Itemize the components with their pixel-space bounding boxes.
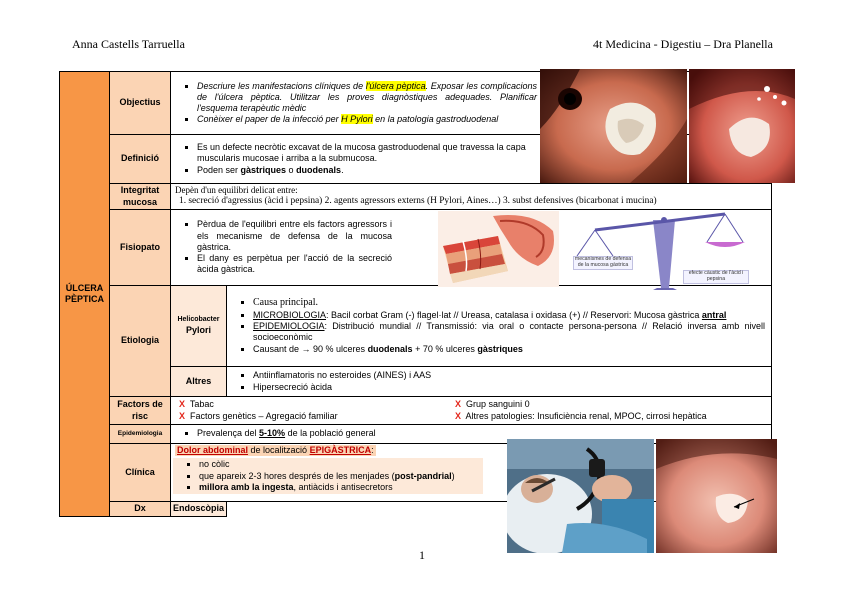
definicio-item-2: ▪ Poden ser gàstriques o duodenals. (197, 165, 542, 176)
label-dx: Dx (110, 502, 171, 517)
endoscopy-procedure-photo (507, 439, 654, 553)
label-integritat: Integritat mucosa (110, 184, 171, 210)
clinica-title: Dolor abdominal de localització EPIGÀSTRICA: (177, 445, 374, 455)
definicio-item-1: ▪ Es un defecte necròtic excavat de la mucosa gastroduodenal que travessa la capa muscularis mucosae i arriba a la submucosa. (197, 142, 542, 165)
stomach-wall-illustration (438, 211, 559, 287)
label-altres: Altres (171, 367, 227, 397)
label-definicio: Definició (110, 135, 171, 184)
scale-label-left: mecanismes de defensa de la mucosa gàstrica (574, 256, 632, 268)
scale-label-right: efecte càustic de l'àcid i pepsina (683, 270, 749, 284)
endoscopy-ulcer-image-3 (656, 439, 777, 553)
label-factors: Factors de risc (110, 397, 171, 425)
clinica-item-2: ▪ que apareix 2-3 hores després de les menjades (post-pandrial) (199, 471, 483, 482)
hp-item-causa: ▪ Causant de → 90 % ulceres duodenals + 70 % ulceres gàstriques (253, 344, 765, 355)
factor-genetics: X Factors genètics – Agregació familiar (179, 410, 338, 421)
content-altres (227, 367, 772, 397)
row-integritat (60, 184, 772, 210)
row-etiologia-hp (60, 286, 772, 367)
label-etiologia: Etiologia (110, 286, 171, 397)
endoscopy-ulcer-image-1 (540, 69, 687, 183)
content-hpylori (227, 286, 772, 367)
hp-item-micro: ▪ MICROBIOLOGIA: Bacil corbat Gram (-) flagel·lat // Ureasa, catalasa i oxidasa (+) // Reservori: Mucosa gàstrica antral (253, 310, 765, 321)
header-author: Anna Castells Tarruella (72, 37, 185, 51)
altres-item-1: ▪ Antiinflamatoris no esteroides (AINES) i AAS (253, 370, 771, 381)
label-clinica: Clínica (110, 444, 171, 502)
fisiopato-item-1: ▪ Pèrdua de l'equilibri entre els factors agressors i els mecanisme de defensa de la mucosa gàstrica. (197, 219, 392, 253)
factor-altres-patologies: X Altres patologies: Insuficiència renal, MPOC, cirrosi hepàtica (455, 410, 707, 421)
objectius-item-2: ▪ Conèixer el paper de la infecció per H Pylori en la patologia gastroduodenal (197, 114, 537, 125)
altres-item-2: ▪ Hipersecreció àcida (253, 382, 771, 393)
integritat-intro: Depèn d'un equilibri delicat entre: (175, 185, 298, 196)
label-objectius: Objectius (110, 72, 171, 135)
clinica-box (173, 458, 483, 494)
epidemiologia-item: ▪ Prevalença del 5-10% de la població general (197, 428, 771, 439)
content-integritat (171, 184, 772, 210)
content-factors (171, 397, 772, 425)
page-number: 1 (419, 548, 425, 562)
label-hpylori: Helicobacter Pylori (171, 286, 227, 367)
integritat-points: 1. secreció d'agressius (àcid i pepsina) 2. agents agressors externs (H Pylori, Aines…) 3. subst defensives (bicarbonat i mucina) (179, 196, 657, 207)
row-factors (60, 397, 772, 425)
clinica-item-1: ▪ no còlic (199, 459, 483, 470)
section-title: ÚLCERA PÈPTICA (60, 72, 110, 517)
header-course: 4t Medicina - Digestiu – Dra Planella (593, 37, 773, 51)
hp-item-1: ▪ Causa principal. (253, 297, 765, 310)
label-fisiopato: Fisiopato (110, 210, 171, 286)
label-epidemiologia: Epidemiologia (110, 425, 171, 444)
label-endoscopia: Endoscòpia (171, 502, 227, 517)
fisiopato-item-2: ▪ El dany es perpètua per l'acció de la secreció àcida gàstrica. (197, 253, 392, 276)
objectius-item-1: ▪ Descriure les manifestacions clíniques de l'úlcera pèptica. Exposar les complicacions de l'úlcera pèptica. Utilitzar les proves diagnòstiques adequades. Planificar l'esquema terapèutic mèdic (197, 81, 537, 115)
factor-grup-sanguini: X Grup sanguini 0 (455, 399, 530, 410)
factor-tabac: X Tabac (179, 399, 214, 410)
hp-item-epi: ▪ EPIDEMIOLOGIA: Distribució mundial // Transmissió: via oral o contacte persona-persona // Relació inversa amb nivell socioeconòmic (253, 321, 765, 344)
endoscopy-ulcer-image-2 (689, 69, 795, 183)
clinica-item-3: ▪ millora amb la ingesta, antiàcids i antisecretors (199, 482, 483, 493)
balance-scale-diagram (565, 208, 765, 290)
